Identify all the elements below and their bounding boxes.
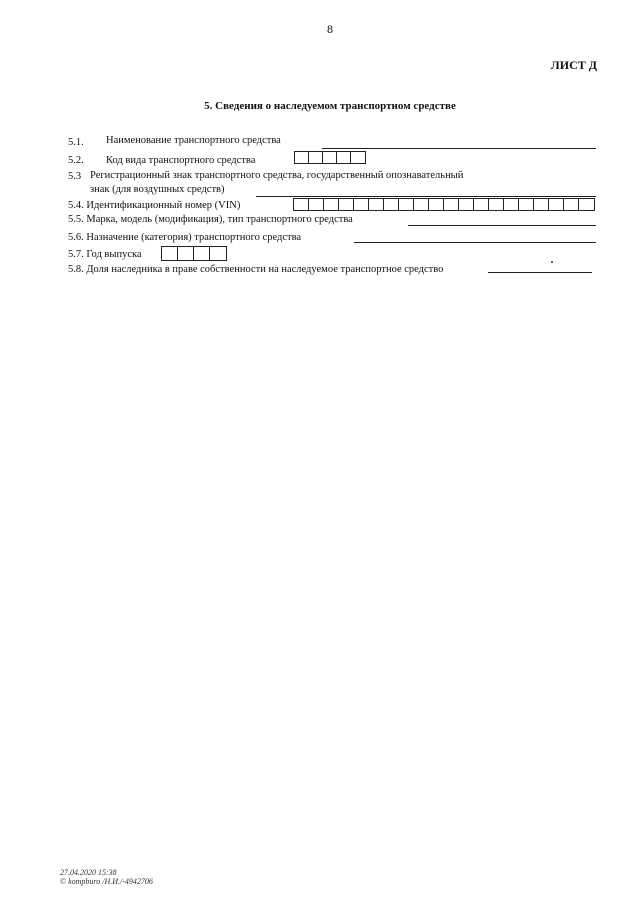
- code-cell[interactable]: [337, 152, 351, 163]
- vin-cell[interactable]: [564, 199, 579, 210]
- field-5-4-vin-cells[interactable]: [293, 198, 595, 211]
- field-5-1-line[interactable]: [322, 148, 596, 149]
- footer-source-text: kompburo /Н.И./-4942706: [68, 877, 153, 886]
- vin-cell[interactable]: [534, 199, 549, 210]
- vin-cell[interactable]: [459, 199, 474, 210]
- field-5-2-label: Код вида транспортного средства: [106, 155, 256, 166]
- field-5-3-line[interactable]: [256, 196, 596, 197]
- code-cell[interactable]: [323, 152, 337, 163]
- field-5-2-code-cells[interactable]: [294, 151, 366, 164]
- vin-cell[interactable]: [399, 199, 414, 210]
- year-cell[interactable]: [210, 247, 226, 260]
- field-5-5-label: 5.5. Марка, модель (модификация), тип транспортного средства: [68, 214, 353, 225]
- vin-cell[interactable]: [294, 199, 309, 210]
- page-number: 8: [327, 22, 333, 36]
- field-5-7-year-cells[interactable]: [161, 246, 227, 261]
- section-title: 5. Сведения о наследуемом транспортном средстве: [204, 100, 456, 112]
- field-5-6-line[interactable]: [354, 242, 596, 243]
- vin-cell[interactable]: [444, 199, 459, 210]
- field-5-8-line[interactable]: [488, 272, 592, 273]
- vin-cell[interactable]: [354, 199, 369, 210]
- vin-cell[interactable]: [474, 199, 489, 210]
- vin-cell[interactable]: [549, 199, 564, 210]
- vin-cell[interactable]: [414, 199, 429, 210]
- code-cell[interactable]: [351, 152, 365, 163]
- year-cell[interactable]: [178, 247, 194, 260]
- year-cell[interactable]: [194, 247, 210, 260]
- field-5-3-number: 5.3: [68, 171, 82, 182]
- vin-cell[interactable]: [504, 199, 519, 210]
- year-cell[interactable]: [162, 247, 178, 260]
- footer-timestamp: 27.04.2020 15:38: [60, 868, 117, 877]
- code-cell[interactable]: [309, 152, 323, 163]
- code-cell[interactable]: [295, 152, 309, 163]
- vin-cell[interactable]: [384, 199, 399, 210]
- vin-cell[interactable]: [489, 199, 504, 210]
- vin-cell[interactable]: [429, 199, 444, 210]
- vin-cell[interactable]: [579, 199, 594, 210]
- field-5-7-label: 5.7. Год выпуска: [68, 249, 142, 260]
- footer-source: [60, 877, 153, 886]
- copyright-icon: ©: [60, 877, 67, 886]
- vin-cell[interactable]: [339, 199, 354, 210]
- field-5-8-label: 5.8. Доля наследника в праве собственности на наследуемое транспортное средство: [68, 264, 444, 275]
- field-5-3-label-line2: знак (для воздушных средств): [90, 184, 225, 195]
- vin-cell[interactable]: [309, 199, 324, 210]
- field-5-1-label: Наименование транспортного средства: [106, 135, 281, 146]
- field-5-4-label: 5.4. Идентификационный номер (VIN): [68, 200, 241, 211]
- vin-cell[interactable]: [324, 199, 339, 210]
- sheet-label: ЛИСТ Д: [550, 58, 597, 72]
- field-5-1-number: 5.1.: [68, 137, 84, 148]
- field-5-5-line[interactable]: [408, 225, 596, 226]
- field-5-3-label-line1: Регистрационный знак транспортного средства, государственный опознавательный: [90, 170, 464, 181]
- field-5-6-label: 5.6. Назначение (категория) транспортного средства: [68, 232, 302, 243]
- scan-speck: [551, 261, 553, 263]
- vin-cell[interactable]: [369, 199, 384, 210]
- field-5-2-number: 5.2.: [68, 155, 84, 166]
- vin-cell[interactable]: [519, 199, 534, 210]
